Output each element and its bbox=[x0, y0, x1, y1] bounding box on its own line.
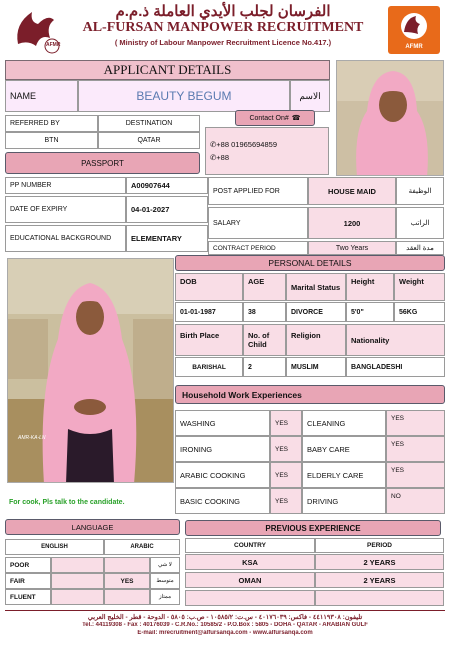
previous-period-3 bbox=[315, 590, 444, 606]
destination-value: QATAR bbox=[98, 132, 200, 149]
pp-number-label: PP NUMBER bbox=[5, 177, 126, 194]
phone-2-text: +88 bbox=[216, 153, 230, 162]
footer-english: Tel.: 44119308 - Fax : 40176039 - C.R.No.: 10585/2 - P.O.Box : 5805 - DOHA - QATAR - ARABIAN GULF bbox=[82, 622, 368, 628]
phone-1-text: +88 01965694859 bbox=[216, 140, 277, 149]
household-val-washing: YES bbox=[270, 410, 302, 436]
weight-value: 56KG bbox=[394, 302, 445, 322]
phone-icon: ☎ bbox=[291, 115, 301, 122]
religion-value: MUSLIM bbox=[286, 357, 346, 377]
household-title: Household Work Experiences bbox=[175, 385, 445, 404]
contract-value: Two Years bbox=[308, 241, 396, 255]
phone-1 bbox=[210, 140, 277, 149]
cook-note: For cook, Pls talk to the candidate. bbox=[9, 499, 125, 506]
height-value: 5'0" bbox=[346, 302, 394, 322]
name-value: BEAUTY BEGUM bbox=[78, 80, 290, 112]
household-task-arabic-cooking: ARABIC COOKING bbox=[175, 462, 270, 488]
licence-text: ( Ministry of Labour Manpower Recruitment Licence No.417.) bbox=[114, 38, 332, 47]
household-val-elderly-care: YES bbox=[386, 462, 445, 488]
pp-number-value: A00907644 bbox=[126, 177, 208, 194]
language-poor-ar-label: لا شي bbox=[150, 557, 180, 573]
logo-right-text: AFMR bbox=[405, 44, 423, 50]
language-title: LANGUAGE bbox=[5, 519, 180, 535]
children-value: 2 bbox=[243, 357, 286, 377]
language-poor-english bbox=[51, 557, 104, 573]
education-label: EDUCATIONAL BACKGROUND bbox=[5, 225, 126, 252]
household-task-basic-cooking: BASIC COOKING bbox=[175, 488, 270, 514]
portrait-photo bbox=[336, 60, 444, 176]
previous-period-2: 2 YEARS bbox=[315, 572, 444, 588]
household-task-baby-care: BABY CARE bbox=[302, 436, 386, 462]
contact-header bbox=[235, 110, 315, 126]
weight-label: Weight bbox=[394, 273, 445, 301]
language-fluent-ar-label: ممتاز bbox=[150, 589, 180, 605]
contract-arabic-label: مدة العقد bbox=[396, 241, 444, 255]
language-fair-label: FAIR bbox=[5, 573, 51, 589]
logo-right bbox=[388, 6, 440, 54]
household-task-ironing: IRONING bbox=[175, 436, 270, 462]
children-label: No. of Child bbox=[243, 324, 286, 356]
previous-period-header: PERIOD bbox=[315, 538, 444, 553]
nationality-value: BANGLADESHI bbox=[346, 357, 445, 377]
previous-country-header: COUNTRY bbox=[185, 538, 315, 553]
previous-experience-title: PREVIOUS EXPERIENCE bbox=[185, 520, 441, 536]
language-poor-label: POOR bbox=[5, 557, 51, 573]
language-fair-english bbox=[51, 573, 104, 589]
birth-place-label: Birth Place bbox=[175, 324, 243, 356]
referred-value: BTN bbox=[5, 132, 98, 149]
expiry-value: 04-01-2027 bbox=[126, 196, 208, 223]
contact-label: Contact On# bbox=[249, 114, 289, 122]
household-task-driving: DRIVING bbox=[302, 488, 386, 514]
household-task-washing: WASHING bbox=[175, 410, 270, 436]
household-task-elderly-care: ELDERLY CARE bbox=[302, 462, 386, 488]
company-name: AL-FURSAN MANPOWER RECRUITMENT bbox=[82, 20, 364, 35]
nationality-label: Nationality bbox=[346, 324, 445, 356]
footer-email: E-mail: mrecruitment@alfursanqa.com - www.alfursanqa.com bbox=[137, 630, 313, 636]
salary-arabic-label: الراتب bbox=[396, 207, 444, 239]
language-arabic-header: ARABIC bbox=[104, 539, 180, 555]
previous-country-3 bbox=[185, 590, 315, 606]
language-fluent-arabic bbox=[104, 589, 150, 605]
language-english-header: ENGLISH bbox=[5, 539, 104, 555]
phone-2 bbox=[210, 153, 229, 162]
household-task-cleaning: CLEANING bbox=[302, 410, 386, 436]
previous-country-1: KSA bbox=[185, 554, 315, 570]
household-val-cleaning: YES bbox=[386, 410, 445, 436]
name-label: NAME bbox=[5, 80, 78, 112]
footer-arabic: تليفون: ٤٤١١٩٣٠٨ - فاكس: ٤٠١٧٦٠٣٩ - س.ت: ١٠٥٨٥/٢ - ص.ب: ٥٨٠٥ - الدوحة - قطر - الخليج العربي bbox=[87, 614, 363, 621]
passport-title: PASSPORT bbox=[5, 152, 200, 174]
language-poor-arabic bbox=[104, 557, 150, 573]
age-label: AGE bbox=[243, 273, 286, 301]
previous-period-1: 2 YEARS bbox=[315, 554, 444, 570]
religion-label: Religion bbox=[286, 324, 346, 356]
post-arabic-label: الوظيفة bbox=[396, 177, 444, 205]
personal-details-title: PERSONAL DETAILS bbox=[175, 255, 445, 271]
referred-label: REFERRED BY bbox=[5, 115, 98, 132]
household-val-baby-care: YES bbox=[386, 436, 445, 462]
household-val-arabic-cooking: YES bbox=[270, 462, 302, 488]
language-fair-arabic: YES bbox=[104, 573, 150, 589]
salary-value: 1200 bbox=[308, 207, 396, 239]
language-fair-ar-label: متوسط bbox=[150, 573, 180, 589]
birth-place-value: BARISHAL bbox=[175, 357, 243, 377]
language-fluent-label: FLUENT bbox=[5, 589, 51, 605]
language-fluent-english bbox=[51, 589, 104, 605]
height-label: Height bbox=[346, 273, 394, 301]
full-body-photo bbox=[7, 258, 174, 483]
household-val-basic-cooking: YES bbox=[270, 488, 302, 514]
whatsapp-icon: ✆ bbox=[210, 153, 217, 162]
marital-value: DIVORCE bbox=[286, 302, 346, 322]
marital-label: Marital Status bbox=[286, 273, 346, 301]
household-val-driving: NO bbox=[386, 488, 445, 514]
education-value: ELEMENTARY bbox=[126, 225, 208, 252]
post-label: POST APPLIED FOR bbox=[208, 177, 308, 205]
salary-label: SALARY bbox=[208, 207, 308, 239]
destination-label: DESTINATION bbox=[98, 115, 200, 132]
footer-divider bbox=[5, 610, 445, 611]
whatsapp-icon: ✆ bbox=[210, 140, 217, 149]
name-arabic-label: الاسم bbox=[290, 80, 330, 112]
contract-label: CONTRACT PERIOD bbox=[208, 241, 308, 255]
logo-left bbox=[10, 4, 66, 54]
logo-left-text: AFMR bbox=[46, 42, 61, 48]
applicant-details-title: APPLICANT DETAILS bbox=[5, 60, 330, 80]
household-val-ironing: YES bbox=[270, 436, 302, 462]
dob-label: DOB bbox=[175, 273, 243, 301]
previous-country-2: OMAN bbox=[185, 572, 315, 588]
age-value: 38 bbox=[243, 302, 286, 322]
arabic-company-title: الفرسان لجلب الأيدي العاملة ذ.م.م bbox=[115, 3, 331, 20]
photo-caption: AMR-KA-LN bbox=[18, 435, 46, 441]
post-value: HOUSE MAID bbox=[308, 177, 396, 205]
expiry-label: DATE OF EXPIRY bbox=[5, 196, 126, 223]
contact-box bbox=[205, 127, 329, 175]
dob-value: 01-01-1987 bbox=[175, 302, 243, 322]
